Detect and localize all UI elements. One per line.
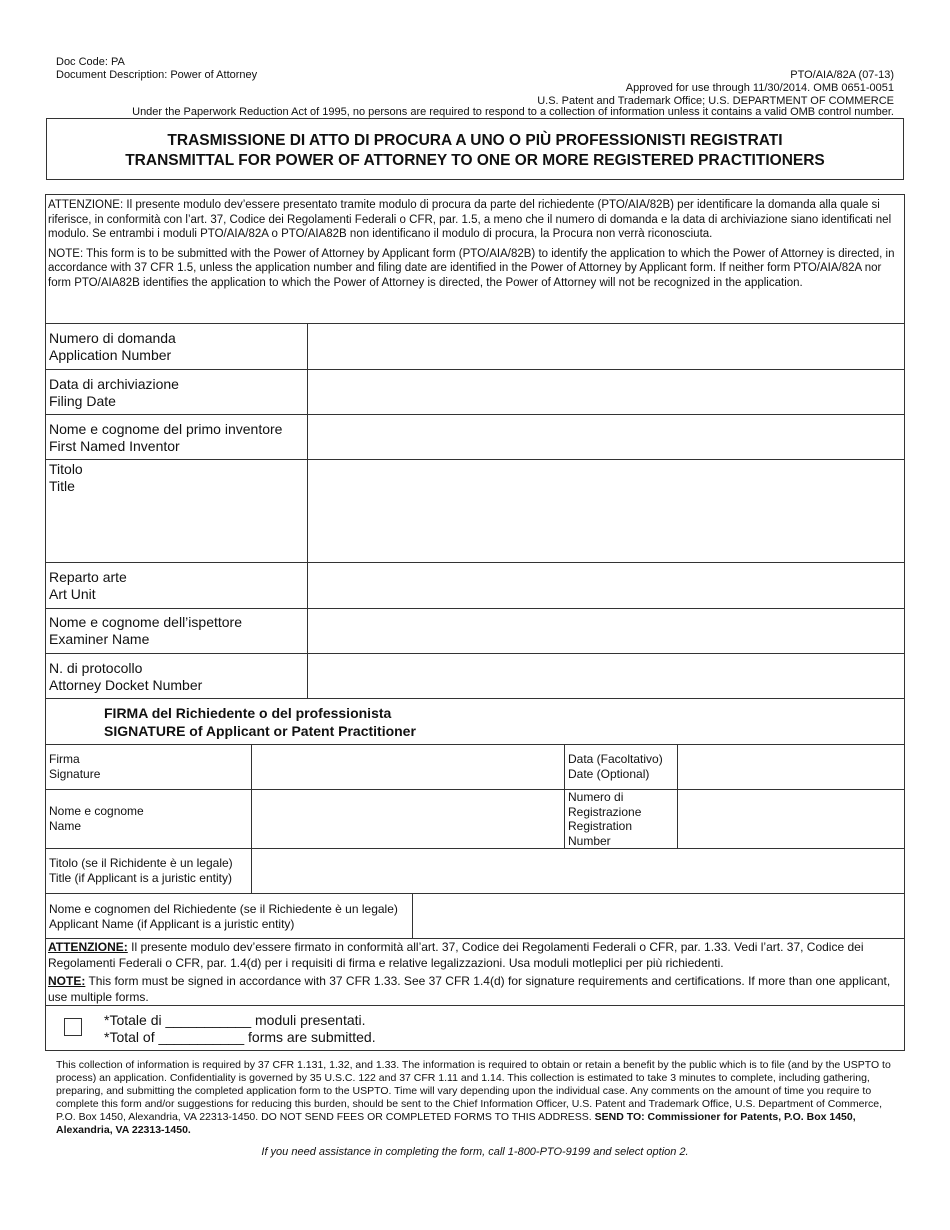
label-name: Nome e cognome Name [49,804,144,833]
notice-english: NOTE: This form is to be submitted with the Power of Attorney by Applicant form (PTO/AIA/82B) to identify the application to which the Power of Attorney is directed, in accordance with 37 CFR 1.5, unless the application number and filing date are identified in the Power of Attorney by Applicant form. If neither form PTO/AIA/82A nor form PTO/AIA82B identifies the application to which the Power of Attorney is directed, the Power of Attorney will not be recognized in the application. [48,247,895,289]
burden-statement: This collection of information is required by 37 CFR 1.131, 1.32, and 1.33. The information is required to obtain or retain a benefit by the public which is to file (and by the USPTO to process) an application. Confidentiality is governed by 35 U.S.C. 122 and 37 CFR 1.11 and 1.14. This collection is estimated to take 3 minutes to complete, including gathering, preparing, and submitting the completed application form to the USPTO. Time will vary depending upon the individual case. Any comments on the amount of time you require to complete this form and/or suggestions for reducing this burden, should be sent to the Chief Information Officer, U.S. Patent and Trademark Office, U.S. Department of Commerce, P.O. Box 1450, Alexandria, VA 22313-1450. DO NOT SEND FEES OR COMPLETED FORMS TO THIS ADDRESS. SEND TO: Commissioner for Patents, P.O. Box 1450, Alexandria, VA 22313-1450. [56,1059,891,1136]
label-first-inventor: Nome e cognome del primo inventore First Named Inventor [49,421,283,454]
label-signature: Firma Signature [49,752,101,781]
signing-notice-italian: ATTENZIONE: Il presente modulo dev’essere firmato in conformità all’art. 37, Codice dei Regolamenti Federali o CFR, par. 1.33. Vedi l’art. 37, Codice dei Regolamenti Federali o CFR, par. 1.4(d) per i requisiti di firma e relative legalizzazioni. Usa moduli motleplici per più richiedenti. [48,940,864,970]
assistance-note: If you need assistance in completing the form, call 1-800-PTO-9199 and select option 2. [261,1146,689,1158]
filing-date-field[interactable] [312,375,900,409]
divider [45,369,905,370]
art-unit-field[interactable] [312,568,900,602]
doc-description: Document Description: Power of Attorney [56,69,258,81]
form-title-italian: TRASMISSIONE DI ATTO DI PROCURA A UNO O PIÙ PROFESSIONISTI REGISTRATI [167,132,783,149]
notice-block [48,198,900,295]
divider [45,414,905,415]
application-number-field[interactable] [312,330,900,364]
label-filing-date: Data di archiviazione Filing Date [49,376,179,409]
label-applicant-name: Nome e cognomen del Richiedente (se il Richiedente è un legale) Applicant Name (if Applicant is a juristic entity) [49,902,398,931]
signing-notice-english: NOTE: This form must be signed in accordance with 37 CFR 1.33. See 37 CFR 1.4(d) for signature requirements and certifications. If more than one applicant, use multiple forms. [48,974,891,1004]
name-field[interactable] [256,794,560,844]
title-juristic-field[interactable] [256,853,900,889]
doc-header-left [56,56,257,82]
divider [45,848,905,849]
divider [251,744,252,893]
total-forms-italian: *Totale di ___________ moduli presentati. [104,1012,366,1028]
divider [564,744,565,848]
form-number: PTO/AIA/82A (07-13) [790,69,894,81]
divider [45,323,905,324]
divider [45,938,905,939]
divider [45,459,905,460]
title-field[interactable] [312,465,900,557]
signing-notice [48,940,900,1008]
doc-code: Doc Code: PA [56,56,125,68]
divider [45,562,905,563]
office-name: U.S. Patent and Trademark Office; U.S. DEPARTMENT OF COMMERCE [537,95,894,107]
divider [45,653,905,654]
divider [45,789,905,790]
divider [45,698,905,699]
divider [45,893,905,894]
form-title-box [46,118,904,180]
divider [307,323,308,698]
total-forms-english: *Total of ___________ forms are submitted. [104,1029,376,1045]
approval-note: Approved for use through 11/30/2014. OMB 0651-0051 [625,82,894,94]
paperwork-notice: Under the Paperwork Reduction Act of 1995, no persons are required to respond to a collection of information unless it contains a valid OMB control number. [132,106,894,118]
doc-header-right [537,69,894,108]
label-date: Data (Facoltativo) Date (Optional) [568,752,663,781]
send-to-address: SEND TO: Commissioner for Patents, P.O. Box 1450, Alexandria, VA 22313-1450. [56,1111,856,1136]
applicant-name-field[interactable] [417,898,900,934]
first-inventor-field[interactable] [312,420,900,454]
notice-italian: ATTENZIONE: Il presente modulo dev’essere presentato tramite modulo di procura da parte del richiedente (PTO/AIA/82B) per identificare la domanda alla quale si riferisce, in conformità con l’art. 37, Codice dei Regolamenti Federali o CFR, par. 1.5, a meno che il numero di domanda e la data di archiviazione siano identificati nel modulo. Se entrambi i moduli PTO/AIA/82A o PTO/AIA82B non identificano il modulo di procura, la Procura non verrà riconosciuta. [48,199,892,240]
examiner-name-field[interactable] [312,614,900,648]
label-registration-number: Numero di Registrazione Registration Number [568,790,642,848]
label-application-number: Numero di domanda Application Number [49,330,176,363]
label-docket-number: N. di protocollo Attorney Docket Number [49,660,203,693]
signature-field[interactable] [256,749,560,785]
label-title: Titolo Title [49,461,83,494]
total-forms-checkbox[interactable] [64,1018,82,1036]
total-forms [104,1012,376,1046]
date-field[interactable] [682,749,900,785]
label-examiner-name: Nome e cognome dell’ispettore Examiner Name [49,614,242,647]
divider [412,893,413,938]
docket-number-field[interactable] [312,659,900,693]
label-art-unit: Reparto arte Art Unit [49,569,127,602]
registration-number-field[interactable] [682,794,900,844]
label-title-juristic: Titolo (se il Richidente è un legale) Title (if Applicant is a juristic entity) [49,856,233,885]
signature-section-heading: FIRMA del Richiedente o del professionista SIGNATURE of Applicant or Patent Practitioner [104,705,416,739]
divider [45,744,905,745]
form-title-english: TRANSMITTAL FOR POWER OF ATTORNEY TO ONE OR MORE REGISTERED PRACTITIONERS [125,152,825,169]
divider [45,608,905,609]
divider [677,744,678,848]
